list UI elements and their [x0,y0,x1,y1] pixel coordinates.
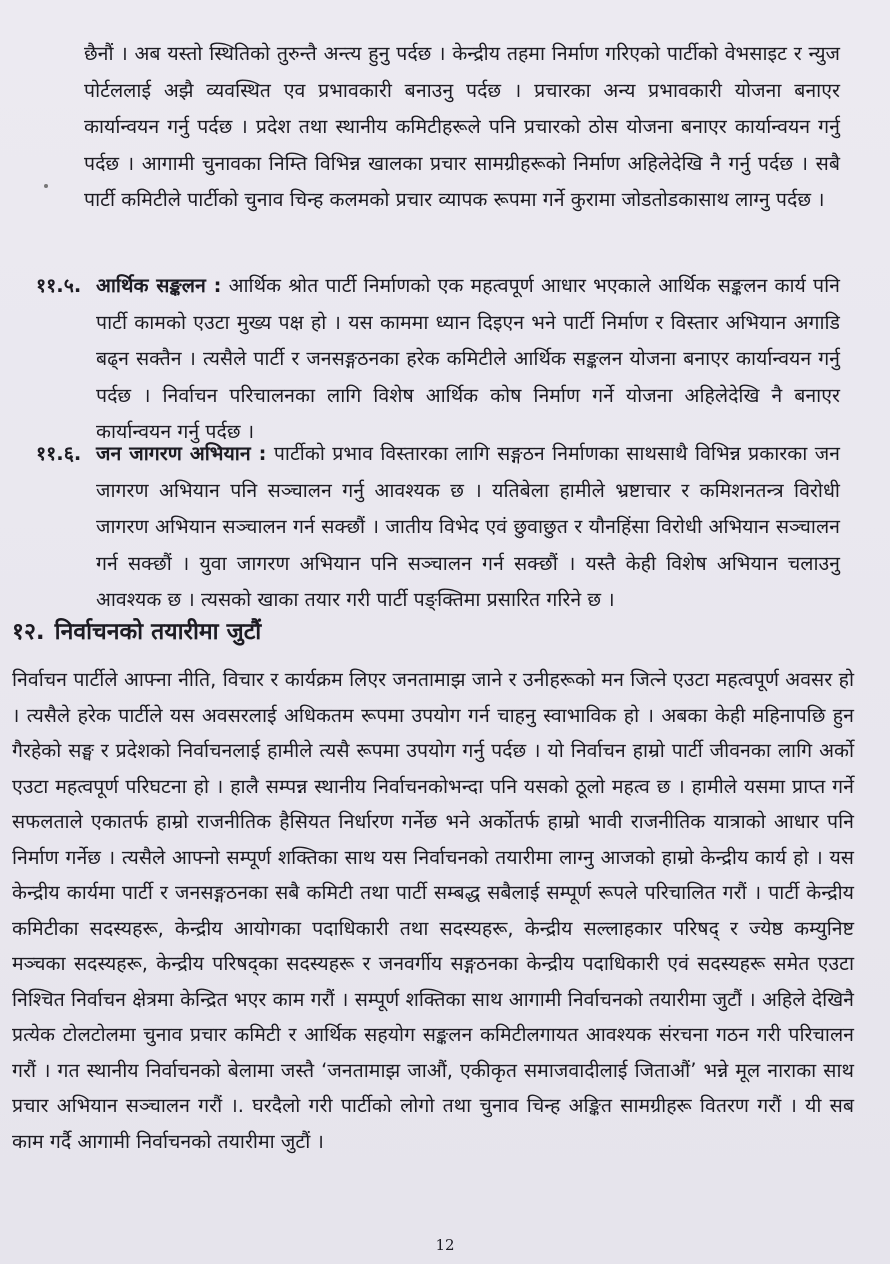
section-11-6-paragraph [96,436,840,619]
section-12-title: निर्वाचनको तयारीमा जुटौं [54,619,262,645]
page-number: 12 [435,1236,455,1254]
section-11-6-number: ११.६. [36,442,82,465]
section-12-paragraph: निर्वाचन पार्टीले आफ्ना नीति, विचार र कार्यक्रम लिएर जनतामाझ जाने र उनीहरूको मन जित्ने एउटा महत्वपूर्ण अवसर हो । त्यसैले हरेक पार्टीले यस अवसरलाई अधिकतम रूपमा उपयोग गर्न चाहनु स्वाभाविक हो । अबका केही महिनापछि हुन गैरहेको सङ्घ र प्रदेशको निर्वाचनलाई हामीले त्यसै रूपमा उपयोग गर्नु पर्दछ । यो निर्वाचन हाम्रो पार्टी जीवनका लागि अर्को एउटा महत्वपूर्ण परिघटना हो । हालै सम्पन्न स्थानीय निर्वाचनकोभन्दा पनि यसको ठूलो महत्व छ । हामीले यसमा प्राप्त गर्ने सफलताले एकातर्फ हाम्रो राजनीतिक हैसियत निर्धारण गर्नेछ भने अर्कोतर्फ हाम्रो भावी राजनीतिक यात्राको आधार पनि निर्माण गर्नेछ । त्यसैले आफ्नो सम्पूर्ण शक्तिका साथ यस निर्वाचनको तयारीमा लाग्नु आजको हाम्रो केन्द्रीय कार्य हो । यस केन्द्रीय कार्यमा पार्टी र जनसङ्गठनका सबै कमिटी तथा पार्टी सम्बद्ध सबैलाई सम्पूर्ण रूपले परिचालित गरौं । पार्टी केन्द्रीय कमिटीका सदस्यहरू, केन्द्रीय आयोगका पदाधिकारी तथा सदस्यहरू, केन्द्रीय सल्लाहकार परिषद् र ज्येष्ठ कम्युनिष्ट मञ्चका सदस्यहरू, केन्द्रीय परिषद्का सदस्यहरू र जनवर्गीय सङ्गठनका केन्द्रीय पदाधिकारी एवं सदस्यहरू समेत एउटा निश्चित निर्वाचन क्षेत्रमा केन्द्रित भएर काम गरौं । सम्पूर्ण शक्तिका साथ आगामी निर्वाचनको तयारीमा जुटौं । अहिले देखिनै प्रत्येक टोलटोलमा चुनाव प्रचार कमिटी र आर्थिक सहयोग सङ्कलन कमिटीलगायत आवश्यक संरचना गठन गरी परिचालन गरौं । गत स्थानीय निर्वाचनको बेलामा जस्तै ‘जनतामाझ जाऔं, एकीकृत समाजवादीलाई जिताऔं’ भन्ने मूल नाराका साथ प्रचार अभियान सञ्चालन गरौं ।. घरदैलो गरी पार्टीको लोगो तथा चुनाव चिन्ह अङ्कित सामग्रीहरू वितरण गरौं । यी सब काम गर्दै आगामी निर्वाचनको तयारीमा जुटौं । [12,668,854,1153]
intro-paragraph-block [84,36,840,219]
section-12-heading [12,614,261,646]
section-11-6-title: जन जागरण अभियान : [96,442,267,465]
section-12-body-block [12,662,854,1159]
section-11-6 [36,436,840,619]
section-11-5 [36,268,840,451]
section-11-5-body: आर्थिक श्रोत पार्टी निर्माणको एक महत्वपूर्ण आधार भएकाले आर्थिक सङ्कलन कार्य पनि पार्टी कामको एउटा मुख्य पक्ष हो । यस काममा ध्यान दिइएन भने पार्टी निर्माण र विस्तार अभियान अगाडि बढ्न सक्तैन । त्यसैले पार्टी र जनसङ्गठनका हरेक कमिटीले आर्थिक सङ्कलन योजना बनाएर कार्यान्वयन गर्नु पर्दछ । निर्वाचन परिचालनका लागि विशेष आर्थिक कोष निर्माण गर्ने योजना अहिलेदेखि नै बनाएर कार्यान्वयन गर्नु पर्दछ । [96,274,840,443]
section-11-5-title: आर्थिक सङ्कलन : [96,274,222,297]
section-11-5-number: ११.५. [36,274,82,297]
intro-paragraph: छैनौं । अब यस्तो स्थितिको तुरुन्तै अन्त्य हुनु पर्दछ । केन्द्रीय तहमा निर्माण गरिएको पार्टीको वेभसाइट र न्युज पोर्टललाई अझै व्यवस्थित एव प्रभावकारी बनाउनु पर्दछ । प्रचारका अन्य प्रभावकारी योजना बनाएर कार्यान्वयन गर्नु पर्दछ । प्रदेश तथा स्थानीय कमिटीहरूले पनि प्रचारको ठोस योजना बनाएर कार्यान्वयन गर्नु पर्दछ । आगामी चुनावका निम्ति विभिन्न खालका प्रचार सामग्रीहरूको निर्माण अहिलेदेखि नै गर्नु पर्दछ । सबै पार्टी कमिटीले पार्टीको चुनाव चिन्ह कलमको प्रचार व्यापक रूपमा गर्ने कुरामा जोडतोडकासाथ लाग्नु पर्दछ । [84,42,840,211]
section-12-number: १२. [12,619,45,645]
section-11-6-body: पार्टीको प्रभाव विस्तारका लागि सङ्गठन निर्माणका साथसाथै विभिन्न प्रकारका जन जागरण अभियान पनि सञ्चालन गर्नु आवश्यक छ । यतिबेला हामीले भ्रष्टाचार र कमिशनतन्त्र विरोधी जागरण अभियान सञ्चालन गर्न सक्छौं । जातीय विभेद एवं छुवाछुत र यौनहिंसा विरोधी अभियान सञ्चालन गर्न सक्छौं । युवा जागरण अभियान पनि सञ्चालन गर्न सक्छौं । यस्तै केही विशेष अभियान चलाउनु आवश्यक छ । त्यसको खाका तयार गरी पार्टी पङ्क्तिमा प्रसारित गरिने छ । [96,442,840,611]
margin-mark [44,184,48,188]
section-11-5-paragraph [96,268,840,451]
